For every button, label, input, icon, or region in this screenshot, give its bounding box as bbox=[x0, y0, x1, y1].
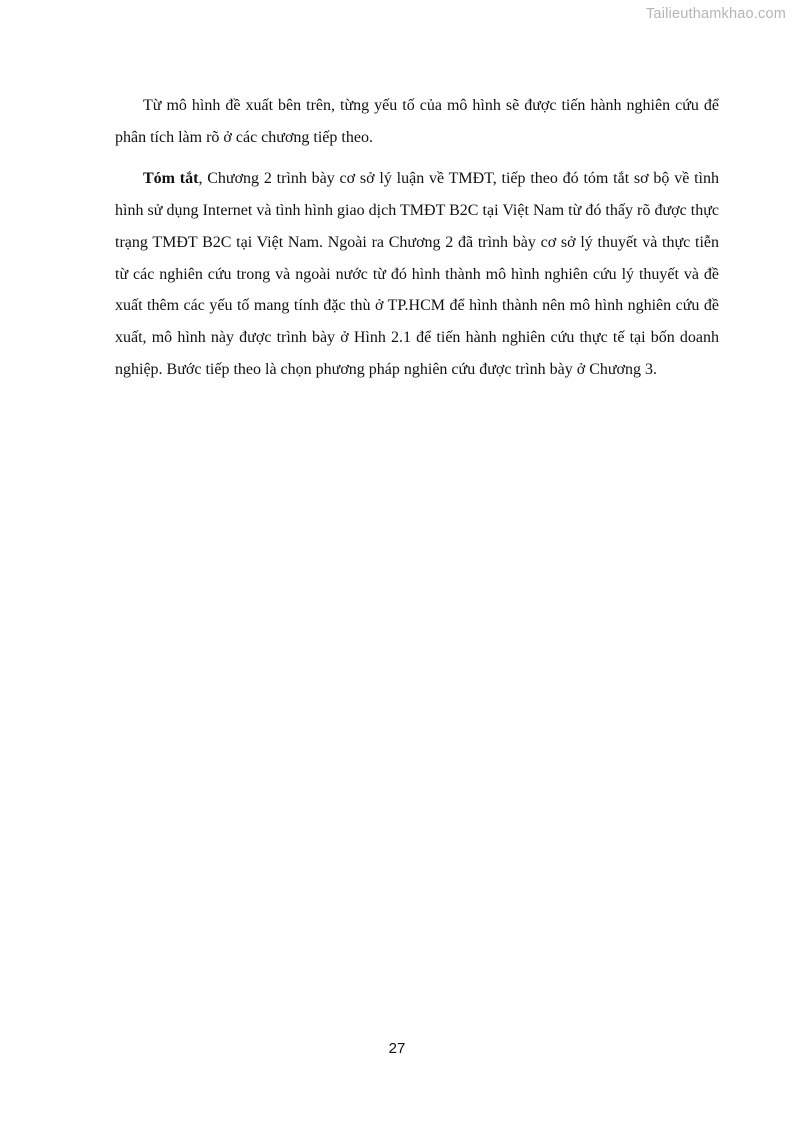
summary-lead-label: Tóm tắt bbox=[143, 170, 199, 188]
document-body bbox=[115, 90, 719, 385]
page-number: 27 bbox=[388, 1040, 406, 1057]
paragraph-summary bbox=[115, 163, 719, 385]
watermark-text: Tailieuthamkhao.com bbox=[645, 6, 786, 22]
paragraph-intro-text: Từ mô hình đề xuất bên trên, từng yếu tố của mô hình sẽ được tiến hành nghiên cứu để phân tích làm rõ ở các chương tiếp theo. bbox=[115, 97, 719, 146]
paragraph-summary-text: , Chương 2 trình bày cơ sở lý luận về TMĐT, tiếp theo đó tóm tắt sơ bộ về tình hình sử dụng Internet và tình hình giao dịch TMĐT B2C tại Việt Nam từ đó thấy rõ được thực trạng TMĐT B2C tại Việt Nam. Ngoài ra Chương 2 đã trình bày cơ sở lý thuyết và thực tiễn từ các nghiên cứu trong và ngoài nước từ đó hình thành mô hình nghiên cứu lý thuyết và đề xuất thêm các yếu tố mang tính đặc thù ở TP.HCM để hình thành nên mô hình nghiên cứu đề xuất, mô hình này được trình bày ở Hình 2.1 để tiến hành nghiên cứu thực tế tại bốn doanh nghiệp. Bước tiếp theo là chọn phương pháp nghiên cứu được trình bày ở Chương 3. bbox=[115, 170, 720, 378]
paragraph-intro bbox=[115, 90, 719, 153]
